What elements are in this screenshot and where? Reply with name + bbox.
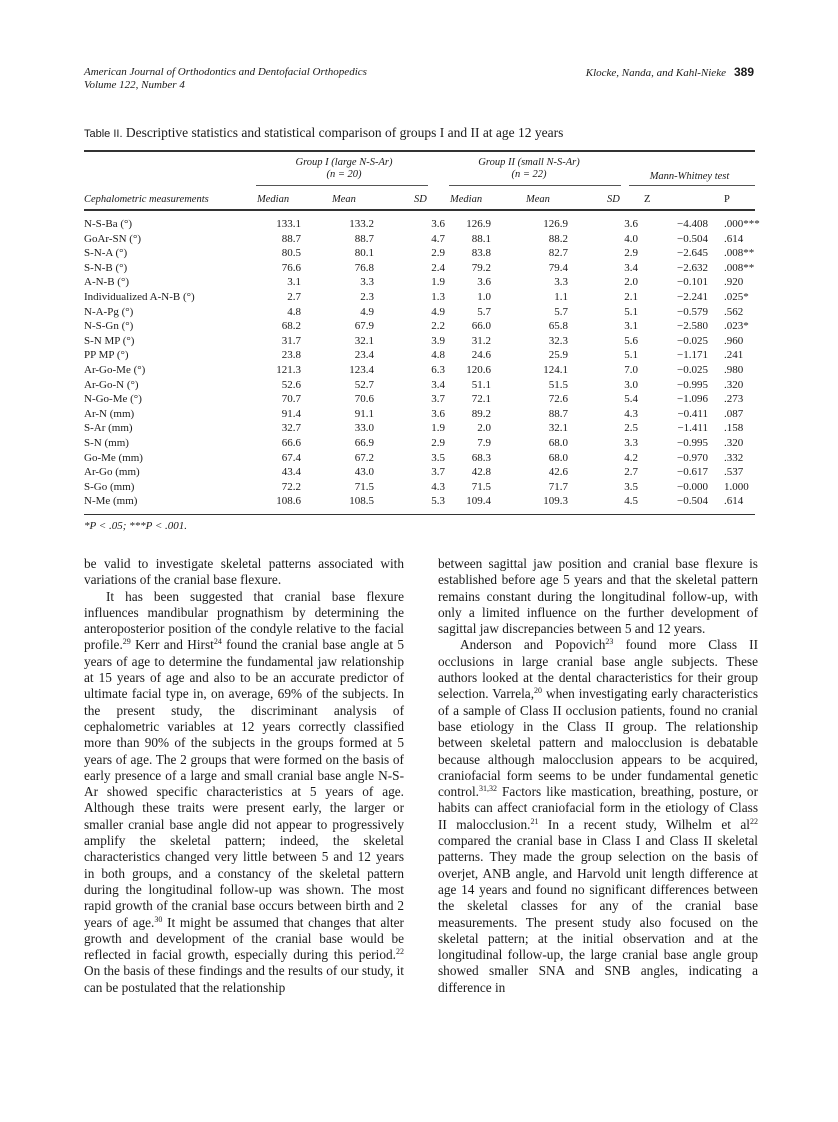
table-header bbox=[84, 152, 755, 209]
table-row bbox=[84, 363, 755, 378]
cell-z: −0.579 bbox=[677, 305, 708, 318]
cell-g1-median: 67.4 bbox=[281, 451, 301, 464]
cell-g1-mean: 71.5 bbox=[354, 480, 374, 493]
cell-measurement: N-S-Ba (°) bbox=[84, 218, 133, 230]
cell-g2-median: 88.1 bbox=[471, 232, 491, 245]
cell-g1-sd: 3.4 bbox=[431, 378, 445, 391]
cell-g2-mean: 124.1 bbox=[543, 363, 568, 376]
col-header-g1-mean: Mean bbox=[332, 194, 356, 205]
cell-measurement: Ar-Go-N (°) bbox=[84, 378, 139, 391]
cell-g2-median: 72.1 bbox=[471, 393, 491, 406]
cell-z: −2.632 bbox=[677, 261, 708, 274]
cell-g2-sd: 4.0 bbox=[624, 232, 638, 245]
cell-g2-median: 79.2 bbox=[471, 261, 491, 274]
cell-z: −0.025 bbox=[677, 363, 708, 376]
paragraph: be valid to investigate skeletal patterns associated with variations of the cranial base flexure. bbox=[84, 556, 404, 588]
cell-g1-mean: 4.9 bbox=[360, 305, 374, 318]
cell-g1-sd: 1.3 bbox=[431, 290, 445, 303]
cell-p: .025* bbox=[724, 290, 749, 303]
cell-g2-mean: 42.6 bbox=[548, 466, 568, 479]
cell-g1-sd: 1.9 bbox=[431, 422, 445, 435]
paragraph: between sagittal jaw position and cranial base flexure is established before age 5 years and that the skeletal pattern remains constant during the longitudinal follow-up, with only a limited influence on the further development of sagittal jaw discrepancies between 5 and 12 years. bbox=[438, 556, 758, 637]
cell-z: −1.171 bbox=[677, 349, 708, 362]
cell-g1-median: 31.7 bbox=[281, 334, 301, 347]
group2-rule bbox=[449, 185, 621, 186]
cell-g1-mean: 33.0 bbox=[354, 422, 374, 435]
cell-p: 1.000 bbox=[724, 480, 749, 493]
citation: 22 bbox=[396, 947, 404, 957]
cell-g2-median: 71.5 bbox=[471, 480, 491, 493]
cell-z: −0.504 bbox=[677, 232, 708, 245]
table-row bbox=[84, 407, 755, 422]
citation: 23 bbox=[605, 637, 614, 647]
cell-g1-sd: 3.6 bbox=[431, 218, 445, 230]
cell-g1-median: 133.1 bbox=[276, 218, 301, 230]
col-header-g1-median: Median bbox=[257, 194, 290, 205]
table-label: Table II. bbox=[84, 128, 123, 140]
cell-g1-mean: 43.0 bbox=[354, 466, 374, 479]
col-header-g2-median: Median bbox=[450, 194, 483, 205]
cell-g2-mean: 32.3 bbox=[548, 334, 568, 347]
cell-g2-mean: 5.7 bbox=[554, 305, 568, 318]
cell-g1-mean: 23.4 bbox=[354, 349, 374, 362]
cell-g2-sd: 3.5 bbox=[624, 480, 638, 493]
col-header-g1-sd: SD bbox=[414, 194, 427, 205]
cell-g2-median: 51.1 bbox=[471, 378, 491, 391]
cell-g1-median: 108.6 bbox=[276, 495, 301, 508]
cell-z: −4.408 bbox=[677, 218, 708, 230]
cell-z: −0.995 bbox=[677, 436, 708, 449]
cell-g1-median: 91.4 bbox=[281, 407, 301, 420]
table-row bbox=[84, 334, 755, 349]
cell-measurement: Ar-Go (mm) bbox=[84, 466, 140, 479]
cell-p: .023* bbox=[724, 320, 749, 333]
table-row bbox=[84, 348, 755, 363]
citation: 22 bbox=[750, 816, 758, 826]
table-footnote: *P < .05; ***P < .001. bbox=[84, 519, 188, 532]
table-row bbox=[84, 465, 755, 480]
cell-measurement: N-Go-Me (°) bbox=[84, 393, 142, 406]
cell-z: −0.970 bbox=[677, 451, 708, 464]
cell-p: .008** bbox=[724, 247, 755, 260]
cell-g2-sd: 2.5 bbox=[624, 422, 638, 435]
cell-measurement: Ar-N (mm) bbox=[84, 407, 135, 420]
cell-g1-mean: 3.3 bbox=[360, 276, 374, 289]
cell-g1-sd: 4.7 bbox=[431, 232, 445, 245]
cell-g2-sd: 2.0 bbox=[624, 276, 638, 289]
table-row bbox=[84, 290, 755, 305]
cell-g1-sd: 2.9 bbox=[431, 247, 445, 260]
citation: 30 bbox=[154, 914, 163, 924]
cell-g1-sd: 6.3 bbox=[431, 363, 445, 376]
col-header-z: Z bbox=[644, 194, 651, 205]
cell-g2-mean: 68.0 bbox=[548, 436, 568, 449]
cell-measurement: S-N MP (°) bbox=[84, 334, 135, 347]
cell-g2-sd: 3.3 bbox=[624, 436, 638, 449]
cell-z: −2.241 bbox=[677, 290, 708, 303]
table-caption bbox=[84, 125, 563, 141]
cell-g1-sd: 2.2 bbox=[431, 320, 445, 333]
cell-p: .320 bbox=[724, 436, 744, 449]
cell-g2-mean: 68.0 bbox=[548, 451, 568, 464]
cell-g1-mean: 91.1 bbox=[354, 407, 374, 420]
cell-g1-sd: 3.9 bbox=[431, 334, 445, 347]
cell-z: −1.096 bbox=[677, 393, 708, 406]
cell-g2-sd: 3.0 bbox=[624, 378, 638, 391]
cell-g1-mean: 123.4 bbox=[349, 363, 374, 376]
cell-g1-median: 68.2 bbox=[281, 320, 301, 333]
cell-g2-mean: 72.6 bbox=[548, 393, 568, 406]
table-row bbox=[84, 378, 755, 393]
cell-g1-mean: 66.9 bbox=[354, 436, 374, 449]
table-row bbox=[84, 232, 755, 247]
table-row bbox=[84, 217, 760, 232]
cell-g2-median: 126.9 bbox=[466, 218, 491, 230]
cell-g1-median: 76.6 bbox=[281, 261, 301, 274]
cell-g1-sd: 3.5 bbox=[431, 451, 445, 464]
citation: 20 bbox=[534, 686, 543, 696]
cell-g1-sd: 4.9 bbox=[431, 305, 445, 318]
cell-g2-sd: 2.9 bbox=[624, 247, 638, 260]
cell-g2-median: 83.8 bbox=[471, 247, 491, 260]
cell-p: .920 bbox=[724, 276, 744, 289]
journal-info bbox=[84, 66, 367, 92]
cell-p: .562 bbox=[724, 305, 744, 318]
running-authors: Klocke, Nanda, and Kahl-Nieke bbox=[585, 67, 726, 79]
table-row bbox=[84, 261, 755, 276]
table-body bbox=[84, 211, 760, 514]
table-row bbox=[84, 451, 755, 466]
cell-g1-mean: 52.7 bbox=[354, 378, 374, 391]
cell-g1-sd: 3.7 bbox=[431, 466, 445, 479]
citation: 31,32 bbox=[479, 784, 497, 794]
cell-g1-median: 70.7 bbox=[281, 393, 301, 406]
cell-g2-mean: 88.7 bbox=[548, 407, 568, 420]
cell-z: −1.411 bbox=[677, 422, 708, 435]
cell-g2-sd: 5.4 bbox=[624, 393, 638, 406]
cell-z: −2.645 bbox=[677, 247, 708, 260]
col-header-g2-sd: SD bbox=[607, 194, 620, 205]
table-row bbox=[84, 494, 755, 509]
cell-measurement: Ar-Go-Me (°) bbox=[84, 363, 146, 376]
cell-g1-median: 121.3 bbox=[276, 363, 301, 376]
cell-z: −0.504 bbox=[677, 495, 708, 508]
group1-n: (n = 20) bbox=[326, 169, 362, 180]
cell-measurement: S-N-A (°) bbox=[84, 247, 128, 260]
cell-p: .241 bbox=[724, 349, 744, 362]
cell-g2-mean: 82.7 bbox=[548, 247, 568, 260]
cell-g1-median: 52.6 bbox=[281, 378, 301, 391]
cell-g2-median: 7.9 bbox=[477, 436, 491, 449]
cell-z: −0.617 bbox=[677, 466, 708, 479]
cell-p: .332 bbox=[724, 451, 744, 464]
col-header-p: P bbox=[724, 194, 730, 205]
cell-g1-mean: 76.8 bbox=[354, 261, 374, 274]
cell-g2-mean: 71.7 bbox=[548, 480, 568, 493]
cell-g2-mean: 51.5 bbox=[548, 378, 568, 391]
group2-title: Group II (small N-S-Ar) bbox=[478, 157, 580, 168]
cell-g1-sd: 3.7 bbox=[431, 393, 445, 406]
table-row bbox=[84, 275, 755, 290]
cell-g1-mean: 67.9 bbox=[354, 320, 374, 333]
cell-g2-sd: 4.2 bbox=[624, 451, 638, 464]
page-number: 389 bbox=[733, 65, 754, 79]
table-bottom-rule bbox=[84, 514, 755, 515]
cell-g2-median: 2.0 bbox=[477, 422, 491, 435]
cell-z: −0.995 bbox=[677, 378, 708, 391]
col-header-g2-mean: Mean bbox=[526, 194, 550, 205]
cell-g2-sd: 3.4 bbox=[624, 261, 638, 274]
test-header: Mann-Whitney test bbox=[649, 171, 730, 182]
cell-g1-median: 43.4 bbox=[281, 466, 301, 479]
cell-g1-mean: 2.3 bbox=[360, 290, 374, 303]
table-caption-text: Descriptive statistics and statistical comparison of groups I and II at age 12 years bbox=[125, 125, 564, 140]
citation: 24 bbox=[213, 637, 222, 647]
cell-g1-mean: 32.1 bbox=[354, 334, 374, 347]
group1-title: Group I (large N-S-Ar) bbox=[295, 157, 393, 168]
cell-p: .537 bbox=[724, 466, 744, 479]
cell-measurement: PP MP (°) bbox=[84, 349, 129, 362]
cell-z: −0.025 bbox=[677, 334, 708, 347]
cell-g2-sd: 4.5 bbox=[624, 495, 638, 508]
table-row bbox=[84, 392, 755, 407]
cell-g2-mean: 1.1 bbox=[554, 290, 568, 303]
cell-p: .614 bbox=[724, 495, 744, 508]
table-row bbox=[84, 319, 755, 334]
cell-g2-median: 1.0 bbox=[477, 290, 491, 303]
cell-g1-sd: 1.9 bbox=[431, 276, 445, 289]
cell-g2-median: 68.3 bbox=[471, 451, 491, 464]
cell-g2-median: 3.6 bbox=[477, 276, 491, 289]
cell-measurement: GoAr-SN (°) bbox=[84, 232, 142, 245]
cell-measurement: S-Go (mm) bbox=[84, 480, 135, 493]
cell-measurement: Individualized A-N-B (°) bbox=[84, 290, 195, 303]
cell-g2-median: 120.6 bbox=[466, 363, 491, 376]
cell-p: .000*** bbox=[724, 218, 760, 230]
cell-g2-median: 31.2 bbox=[471, 334, 491, 347]
group1-header bbox=[254, 157, 434, 181]
cell-p: .158 bbox=[724, 422, 744, 435]
cell-measurement: S-N-B (°) bbox=[84, 261, 128, 274]
cell-measurement: A-N-B (°) bbox=[84, 276, 130, 289]
body-column-right bbox=[438, 556, 758, 996]
cell-g1-sd: 3.6 bbox=[431, 407, 445, 420]
table-row bbox=[84, 480, 755, 495]
cell-g2-sd: 5.6 bbox=[624, 334, 638, 347]
cell-g2-mean: 32.1 bbox=[548, 422, 568, 435]
cell-g1-median: 3.1 bbox=[287, 276, 301, 289]
cell-g2-median: 24.6 bbox=[471, 349, 491, 362]
cell-g2-sd: 5.1 bbox=[624, 349, 638, 362]
cell-g1-mean: 67.2 bbox=[354, 451, 374, 464]
cell-g2-sd: 3.6 bbox=[624, 218, 638, 230]
table-row bbox=[84, 436, 755, 451]
cell-p: .008** bbox=[724, 261, 755, 274]
author-page-info bbox=[586, 66, 754, 80]
cell-p: .087 bbox=[724, 407, 744, 420]
cell-g2-mean: 88.2 bbox=[548, 232, 568, 245]
cell-g2-sd: 4.3 bbox=[624, 407, 638, 420]
cell-g1-sd: 2.9 bbox=[431, 436, 445, 449]
cell-g1-median: 4.8 bbox=[287, 305, 301, 318]
cell-z: −2.580 bbox=[677, 320, 708, 333]
cell-g2-mean: 65.8 bbox=[548, 320, 568, 333]
cell-g2-mean: 3.3 bbox=[554, 276, 568, 289]
paragraph: Anderson and Popovich$^{23}$ found more Class II occlusions in large cranial base angle subjects. These authors looked at the dental characteristics for their group selection. Varrela,$^{20}$ when investigating early characteristics of a sample of Class II occlusion patients, found no cranial base etiology in the Class II group. The relationship between skeletal pattern and malocclusion is debatable because although malocclusion appears to be acquired, craniofacial form seems to be under fundamental genetic control.$^{31,32}$ Factors like mastication, breathing, posture, or habits can affect craniofacial form in the etiology of Class II malocclusion.$^{21}$ In a recent study, Wilhelm et $al^{22}$ compared the cranial base in Class I and Class II skeletal patterns. They made the group selection on the basis of overjet, ANB angle, and Harvold unit length difference at age 14 years and found no significant differences between the skeletal classes for any of the cranial base measurements. The present study also focused on the skeletal pattern; at the initial observation and at the longitudinal follow-up, the large cranial base angle group showed smaller SNA and SNB angles, indicating a difference in bbox=[438, 637, 759, 995]
cell-g1-median: 66.6 bbox=[281, 436, 301, 449]
citation: 29 bbox=[122, 637, 131, 647]
cell-g1-mean: 133.2 bbox=[349, 218, 374, 230]
citation: 21 bbox=[530, 816, 539, 826]
cell-g2-sd: 2.1 bbox=[624, 290, 638, 303]
cell-measurement: Go-Me (mm) bbox=[84, 451, 143, 464]
cell-g2-sd: 2.7 bbox=[624, 466, 638, 479]
cell-measurement: S-Ar (mm) bbox=[84, 422, 133, 435]
table-row bbox=[84, 421, 755, 436]
cell-p: .960 bbox=[724, 334, 744, 347]
cell-g1-mean: 80.1 bbox=[354, 247, 374, 260]
cell-g2-sd: 3.1 bbox=[624, 320, 638, 333]
cell-p: .980 bbox=[724, 363, 744, 376]
cell-g1-median: 2.7 bbox=[287, 290, 301, 303]
cell-measurement: S-N (mm) bbox=[84, 436, 129, 449]
cell-z: −0.411 bbox=[677, 407, 708, 420]
cell-g1-median: 88.7 bbox=[281, 232, 301, 245]
cell-g2-mean: 126.9 bbox=[543, 218, 568, 230]
test-rule bbox=[629, 185, 755, 186]
cell-g2-mean: 109.3 bbox=[543, 495, 568, 508]
cell-z: −0.000 bbox=[677, 480, 708, 493]
cell-g2-mean: 25.9 bbox=[548, 349, 568, 362]
cell-g1-sd: 5.3 bbox=[431, 495, 445, 508]
statistics-table bbox=[84, 150, 760, 532]
cell-g2-median: 89.2 bbox=[471, 407, 491, 420]
cell-g1-median: 23.8 bbox=[281, 349, 301, 362]
cell-g2-median: 109.4 bbox=[466, 495, 491, 508]
journal-volume: Volume 122, Number 4 bbox=[84, 79, 185, 91]
cell-measurement: N-Me (mm) bbox=[84, 495, 138, 508]
group2-header bbox=[439, 157, 619, 181]
cell-g2-median: 5.7 bbox=[477, 305, 491, 318]
cell-g1-sd: 4.8 bbox=[431, 349, 445, 362]
cell-measurement: N-S-Gn (°) bbox=[84, 320, 134, 333]
cell-g2-sd: 5.1 bbox=[624, 305, 638, 318]
cell-measurement: N-A-Pg (°) bbox=[84, 305, 134, 318]
paragraph: It has been suggested that cranial base flexure influences mandibular prognathism by determining the anteroposterior position of the condyle relative to the facial profile.$^{29}$ Kerr and Hirst$^{24}$ found the cranial base angle at 5 years of age to determine the fundamental jaw relationship at 15 years of age and also to be an accurate predictor of ultimate facial type in, on average, 69% of the subjects. In the present study, the discriminant analysis of cephalometric variables at 12 years correctly classified more than 90% of the subjects in the groups formed at 5 years of age. The 2 groups that were formed on the basis of early presence of a large and small cranial base angle N-S-Ar showed specific characteristics at 5 years of age. Although these traits were present early, the larger or smaller cranial base angle did not appear to progressively amplify the skeletal pattern; indeed, the skeletal characteristics changed very little between 5 and 12 years in both groups, and a constancy of the skeletal pattern during the longitudinal follow-up was shown. The most rapid growth of the cranial base occurs between birth and 2 years of age.$^{30}$ It might be assumed that changes that alter growth and development of the cranial base would be reflected in facial growth, especially during this period.$^{22}$ On the basis of these findings and the results of our study, it can be postulated that the relationship bbox=[84, 588, 404, 995]
table-row bbox=[84, 246, 755, 261]
group1-rule bbox=[256, 185, 428, 186]
cell-p: .320 bbox=[724, 378, 744, 391]
body-column-left bbox=[84, 556, 404, 996]
col-header-measurement: Cephalometric measurements bbox=[84, 194, 209, 205]
cell-g2-median: 66.0 bbox=[471, 320, 491, 333]
cell-g2-mean: 79.4 bbox=[548, 261, 568, 274]
group2-n: (n = 22) bbox=[511, 169, 547, 180]
cell-g1-mean: 88.7 bbox=[354, 232, 374, 245]
cell-g2-sd: 7.0 bbox=[624, 363, 638, 376]
cell-g1-sd: 2.4 bbox=[431, 261, 445, 274]
table-row bbox=[84, 305, 755, 320]
cell-g2-median: 42.8 bbox=[471, 466, 491, 479]
cell-g1-median: 72.2 bbox=[281, 480, 301, 493]
cell-g1-sd: 4.3 bbox=[431, 480, 445, 493]
cell-z: −0.101 bbox=[677, 276, 708, 289]
cell-g1-median: 32.7 bbox=[281, 422, 301, 435]
cell-p: .273 bbox=[724, 393, 744, 406]
cell-g1-mean: 70.6 bbox=[354, 393, 374, 406]
cell-g1-mean: 108.5 bbox=[349, 495, 374, 508]
journal-title: American Journal of Orthodontics and Dentofacial Orthopedics bbox=[84, 66, 367, 78]
cell-g1-median: 80.5 bbox=[281, 247, 301, 260]
cell-p: .614 bbox=[724, 232, 744, 245]
